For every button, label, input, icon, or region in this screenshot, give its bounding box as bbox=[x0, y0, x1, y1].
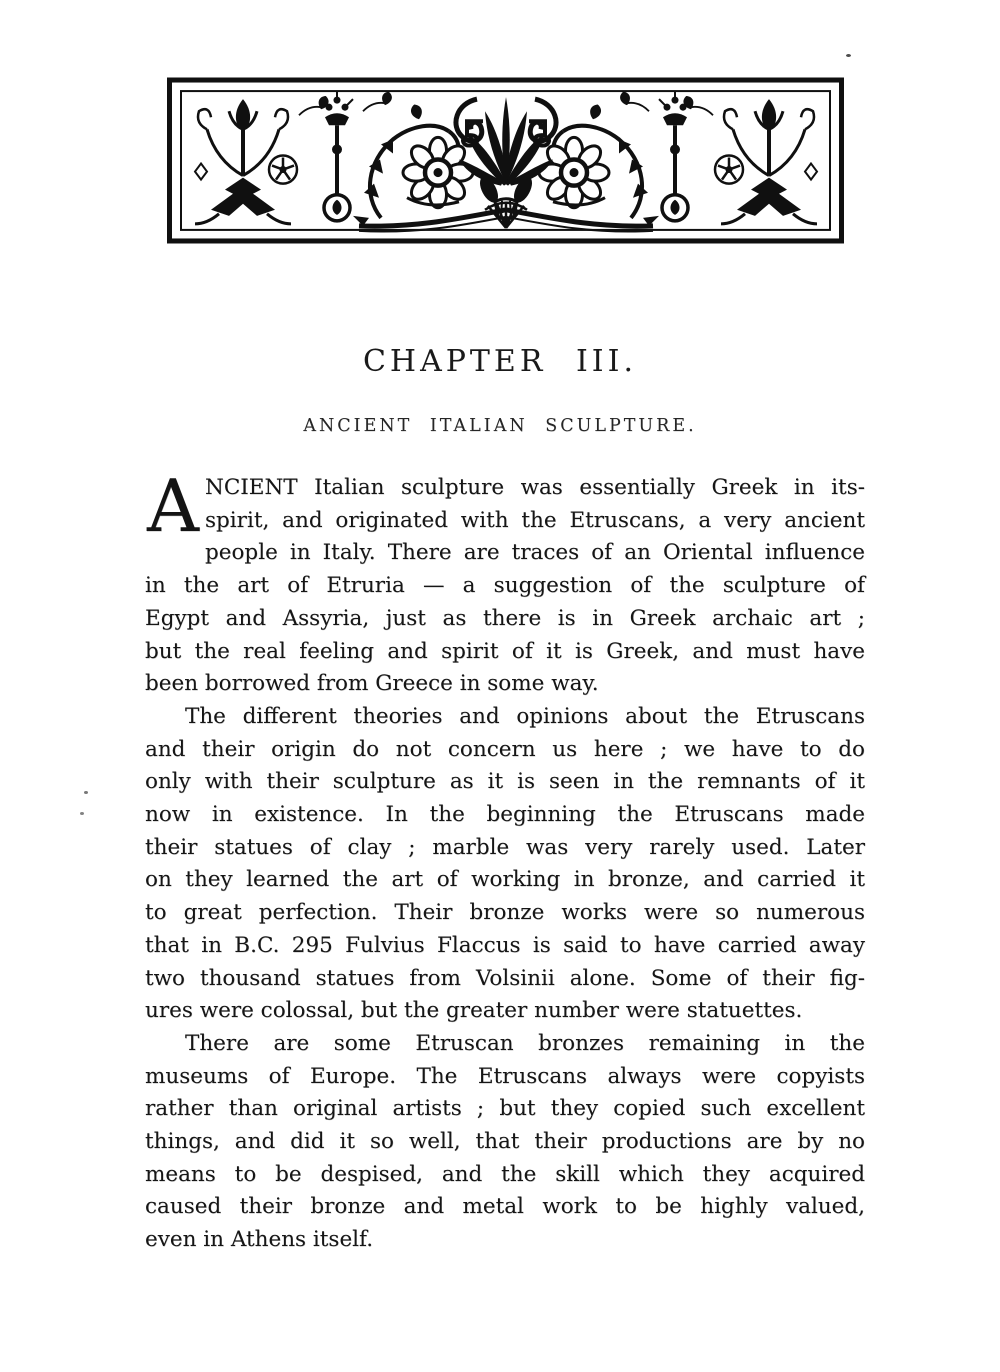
paragraph bbox=[145, 701, 865, 1028]
paragraph bbox=[145, 1028, 865, 1257]
text-line: NCIENT Italian sculpture was essentially Greek in its- bbox=[205, 475, 865, 500]
text-line: museums of Europe. The Etruscans always were copyists bbox=[145, 1063, 865, 1089]
text-line: in the art of Etruria — a suggestion of the sculpture of bbox=[145, 573, 865, 599]
text-line: ures were colossal, but the greater number were statuettes. bbox=[145, 998, 803, 1024]
ink-speck bbox=[84, 791, 88, 794]
text-line: been borrowed from Greece in some way. bbox=[145, 671, 599, 697]
text-line: spirit, and originated with the Etruscans, a very ancient bbox=[205, 507, 865, 533]
chapter-subtitle: ANCIENT ITALIAN SCULPTURE. bbox=[303, 416, 697, 436]
text-line: now in existence. In the beginning the Etruscans made bbox=[145, 802, 865, 828]
text-block bbox=[145, 464, 865, 1257]
text-line: even in Athens itself. bbox=[145, 1227, 374, 1253]
ink-speck bbox=[80, 812, 84, 815]
text-line: The different theories and opinions about the Etruscans bbox=[185, 703, 865, 729]
text-line: that in B.C. 295 Fulvius Flaccus is said to have carried away bbox=[145, 932, 865, 958]
drop-cap: A bbox=[147, 464, 199, 548]
chapter-title: CHAPTER III. bbox=[362, 344, 638, 379]
text-line: things, and did it so well, that their productions are by no bbox=[145, 1129, 865, 1155]
ink-speck bbox=[846, 54, 851, 57]
text-line: and their origin do not concern us here ; we have to do bbox=[145, 736, 865, 762]
text-line: on they learned the art of working in bronze, and carried it bbox=[145, 867, 865, 893]
text-line: people in Italy. There are traces of an Oriental influence bbox=[205, 540, 865, 566]
text-line: to great perfection. Their bronze works were so numerous bbox=[145, 900, 865, 926]
text-line: There are some Etruscan bronzes remaining in the bbox=[185, 1030, 865, 1056]
paragraph bbox=[145, 464, 865, 701]
text-line: only with their sculpture as it is seen in the remnants of it bbox=[145, 769, 865, 795]
text-line: but the real feeling and spirit of it is Greek, and must have bbox=[145, 638, 865, 664]
text-line: caused their bronze and metal work to be highly valued, bbox=[145, 1194, 865, 1220]
floral-headpiece-ornament-icon bbox=[167, 77, 845, 245]
text-line: means to be despised, and the skill which they acquired bbox=[145, 1161, 865, 1187]
text-line: Egypt and Assyria, just as there is in Greek archaic art ; bbox=[145, 605, 865, 631]
text-line: rather than original artists ; but they copied such excellent bbox=[145, 1096, 865, 1122]
text-line: two thousand statues from Volsinii alone. Some of their fig- bbox=[145, 965, 865, 991]
text-line: their statues of clay ; marble was very rarely used. Later bbox=[145, 834, 865, 860]
